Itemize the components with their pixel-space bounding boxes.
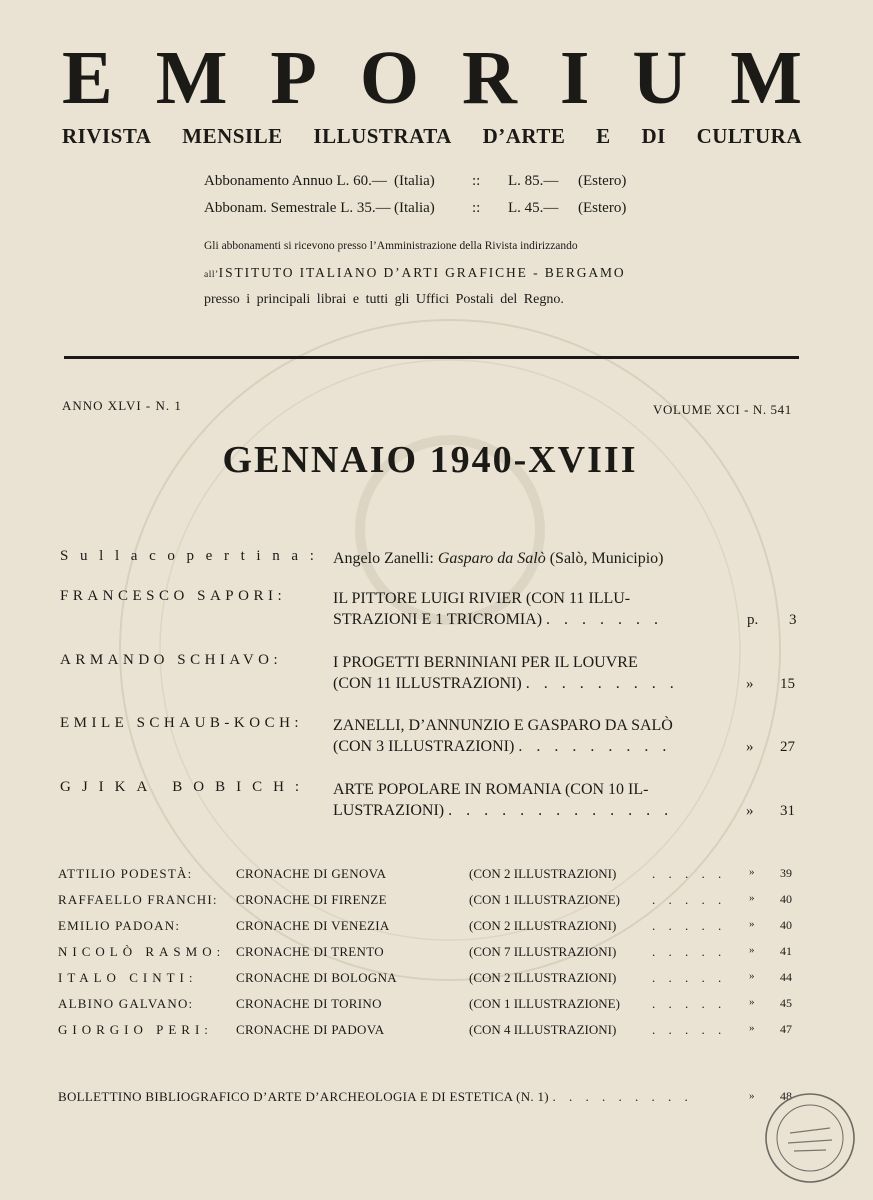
masthead-letter: P xyxy=(270,36,317,120)
article-page-number: 3 xyxy=(789,612,797,628)
subscription-notice-line1: Gli abbonamenti si ricevono presso l’Amministrazione della Rivista indirizzando xyxy=(204,240,578,252)
cronaca-author: ALBINO GALVANO: xyxy=(58,996,194,1011)
cronaca-mark: » xyxy=(749,918,755,930)
masthead-letter: E xyxy=(62,36,113,120)
masthead-title xyxy=(62,36,802,120)
article-author-name: EMILE SCHAUB-KOCH: xyxy=(60,715,304,731)
annual-estero: (Estero) xyxy=(578,173,627,189)
article-page-mark: » xyxy=(746,739,754,755)
semester-estero: (Estero) xyxy=(578,200,627,216)
cover-label-letter: i xyxy=(256,548,261,564)
cronaca-title: CRONACHE DI PADOVA xyxy=(236,1022,385,1037)
subtitle-word: DI xyxy=(641,124,666,148)
cronaca-dots: . . . . . xyxy=(652,866,727,881)
cover-label-letter: a xyxy=(291,548,299,564)
cronaca-title: CRONACHE DI BOLOGNA xyxy=(236,970,397,985)
bollettino-title: BOLLETTINO BIBLIOGRAFICO D’ARTE D’ARCHEOLOGIA E DI ESTETICA (N. 1) xyxy=(58,1089,549,1104)
subscription-semester xyxy=(204,200,660,217)
article-title-line1: IL PITTORE LUIGI RIVIER (CON 11 ILLU- xyxy=(333,590,631,607)
subscription-notice-line3: presso i principali librai e tutti gli Uffici Postali del Regno. xyxy=(204,292,564,307)
semester-estero-price: L. 45.— xyxy=(508,200,559,216)
cronaca-row xyxy=(0,970,873,996)
cronaca-note: (CON 2 ILLUSTRAZIONI) xyxy=(469,970,617,985)
cronaca-author: ITALO CINTI: xyxy=(58,970,198,985)
cronaca-dots: . . . . . xyxy=(652,918,727,933)
masthead-letter: I xyxy=(559,36,590,120)
masthead-letter: U xyxy=(632,36,688,120)
annual-price: Abbonamento Annuo L. 60.— xyxy=(204,173,387,189)
article-author-name: GJIKA BOBICH: xyxy=(60,779,311,795)
article-title-line2-text: LUSTRAZIONI) xyxy=(333,802,445,819)
article-title-line1: ZANELLI, D’ANNUNZIO E GASPARO DA SALÒ xyxy=(333,717,673,734)
cronaca-note: (CON 4 ILLUSTRAZIONI) xyxy=(469,1022,617,1037)
cronaca-dots: . . . . . xyxy=(652,892,727,907)
masthead-subtitle xyxy=(62,124,802,149)
semester-separator: :: xyxy=(472,200,481,216)
issue-volume: VOLUME XCI - N. 541 xyxy=(653,402,792,417)
cronaca-page: 41 xyxy=(780,944,792,958)
article-author-name: ARMANDO SCHIAVO: xyxy=(60,652,283,668)
cronaca-note: (CON 1 ILLUSTRAZIONE) xyxy=(469,996,620,1011)
subtitle-word: ILLUSTRATA xyxy=(313,124,452,148)
cover-label-letter: o xyxy=(167,548,175,564)
cover-label-letter: r xyxy=(223,548,229,564)
cronaca-note: (CON 2 ILLUSTRAZIONI) xyxy=(469,866,617,881)
article-title-line1: ARTE POPOLARE IN ROMANIA (CON 10 IL- xyxy=(333,781,649,798)
article-title xyxy=(333,715,673,757)
cronaca-page: 44 xyxy=(780,970,792,984)
semester-price: Abbonam. Semestrale L. 35.— xyxy=(204,200,391,216)
article-title xyxy=(333,652,679,694)
cronaca-row xyxy=(0,996,873,1022)
cronaca-dots: . . . . . xyxy=(652,996,727,1011)
article-author xyxy=(60,652,316,669)
cover-description xyxy=(333,548,663,569)
cronaca-page: 40 xyxy=(780,892,792,906)
article-dots: . . . . . . . . . xyxy=(525,675,679,692)
article-page-number: 31 xyxy=(780,803,795,819)
cronaca-row xyxy=(0,944,873,970)
cronaca-row xyxy=(0,918,873,944)
article-author-name: FRANCESCO SAPORI: xyxy=(60,588,287,604)
cronaca-dots: . . . . . xyxy=(652,970,727,985)
article-title-line2 xyxy=(333,800,673,821)
subscription-notice-line2 xyxy=(204,265,660,281)
article-title-line2-text: (CON 11 ILLUSTRAZIONI) xyxy=(333,675,522,692)
cronaca-note: (CON 7 ILLUSTRAZIONI) xyxy=(469,944,617,959)
article-author xyxy=(60,588,316,605)
article-title-line2 xyxy=(333,609,663,630)
article-dots: . . . . . . . . . xyxy=(518,738,672,755)
cronaca-page: 45 xyxy=(780,996,792,1010)
bollettino-page: 48 xyxy=(780,1089,792,1103)
article-page-mark: » xyxy=(746,803,754,819)
cronaca-title: CRONACHE DI TRENTO xyxy=(236,944,384,959)
cronaca-author: EMILIO PADOAN: xyxy=(58,918,181,933)
article-title-line2 xyxy=(333,673,679,694)
cover-label-letter: l xyxy=(114,548,120,564)
cronaca-mark: » xyxy=(749,866,755,878)
cronaca-mark: » xyxy=(749,996,755,1008)
subtitle-word: RIVISTA xyxy=(62,124,152,148)
issue-date: GENNAIO 1940-XVIII xyxy=(222,439,638,481)
cronaca-mark: » xyxy=(749,1022,755,1034)
article-title xyxy=(333,588,663,630)
cronaca-row xyxy=(0,866,873,892)
article-page-number: 27 xyxy=(780,739,795,755)
masthead-letter: O xyxy=(359,36,419,120)
article-dots: . . . . . . . xyxy=(546,611,664,628)
masthead-letter: R xyxy=(461,36,517,120)
masthead-letter: M xyxy=(155,36,228,120)
bollettino-entry xyxy=(58,1089,693,1105)
cronaca-title: CRONACHE DI VENEZIA xyxy=(236,918,390,933)
cronaca-dots: . . . . . xyxy=(652,944,727,959)
article-title xyxy=(333,779,673,821)
cronaca-page: 39 xyxy=(780,866,792,880)
annual-estero-price: L. 85.— xyxy=(508,173,559,189)
library-stamp xyxy=(760,1088,860,1188)
semester-italia: (Italia) xyxy=(394,200,435,216)
annual-italia: (Italia) xyxy=(394,173,435,189)
cover-label-letter: n xyxy=(272,548,280,564)
cover-label-letter: p xyxy=(186,548,195,564)
cronaca-author: ATTILIO PODESTÀ: xyxy=(58,866,193,881)
cronaca-row xyxy=(0,892,873,918)
cronaca-dots: . . . . . xyxy=(652,1022,727,1037)
subtitle-word: D’ARTE xyxy=(482,124,566,148)
cronaca-title: CRONACHE DI FIRENZE xyxy=(236,892,387,907)
article-title-line2 xyxy=(333,736,673,757)
cover-label-letter: : xyxy=(309,548,314,564)
article-author xyxy=(60,779,316,796)
cronaca-note: (CON 2 ILLUSTRAZIONI) xyxy=(469,918,617,933)
cover-label-letter: u xyxy=(79,548,88,564)
cover-work: Gasparo da Salò xyxy=(437,550,546,567)
article-page-mark: p. xyxy=(747,612,759,628)
cronaca-author: GIORGIO PERI: xyxy=(58,1022,213,1037)
subtitle-word: MENSILE xyxy=(182,124,283,148)
article-title-line2-text: (CON 3 ILLUSTRAZIONI) xyxy=(333,738,515,755)
cronaca-title: CRONACHE DI GENOVA xyxy=(236,866,387,881)
cronaca-author: RAFFAELLO FRANCHI: xyxy=(58,892,218,907)
cronaca-author: NICOLÒ RASMO: xyxy=(58,944,226,959)
cronaca-page: 47 xyxy=(780,1022,792,1036)
article-title-line2-text: STRAZIONI E 1 TRICROMIA) xyxy=(333,611,543,628)
issue-anno: ANNO XLVI - N. 1 xyxy=(62,398,182,413)
annual-separator: :: xyxy=(472,173,481,189)
article-author xyxy=(60,715,316,732)
cronaca-page: 40 xyxy=(780,918,792,932)
cover-artist: Angelo Zanelli: xyxy=(333,550,434,567)
notice-prefix: all’ xyxy=(204,270,219,280)
article-title-line1: I PROGETTI BERNINIANI PER IL LOUVRE xyxy=(333,654,638,671)
bollettino-dots: . . . . . . . . . xyxy=(552,1089,693,1104)
cover-label xyxy=(60,548,314,565)
cronaca-mark: » xyxy=(749,970,755,982)
cover-label-letter: c xyxy=(149,548,156,564)
cronaca-mark: » xyxy=(749,944,755,956)
bollettino-mark: » xyxy=(749,1090,755,1102)
publisher-name: ISTITUTO ITALIANO D’ARTI GRAFICHE - BERGAMO xyxy=(218,265,626,280)
cover-location: (Salò, Municipio) xyxy=(549,550,664,567)
article-page-mark: » xyxy=(746,676,754,692)
article-dots: . . . . . . . . . . . . . xyxy=(448,802,674,819)
header-divider xyxy=(64,356,799,359)
cronaca-mark: » xyxy=(749,892,755,904)
subscription-annual xyxy=(204,173,660,190)
article-page-number: 15 xyxy=(780,676,795,692)
subtitle-word: CULTURA xyxy=(696,124,802,148)
cover-label-letter: a xyxy=(130,548,138,564)
cronaca-row xyxy=(0,1022,873,1048)
cronaca-note: (CON 1 ILLUSTRAZIONE) xyxy=(469,892,620,907)
masthead-letter: M xyxy=(730,36,802,120)
cover-label-letter: t xyxy=(240,548,245,564)
cover-label-letter: e xyxy=(205,548,213,564)
cover-label-letter: S xyxy=(60,548,69,564)
cronaca-title: CRONACHE DI TORINO xyxy=(236,996,382,1011)
cover-label-letter: l xyxy=(99,548,104,564)
subtitle-word: E xyxy=(596,124,611,148)
